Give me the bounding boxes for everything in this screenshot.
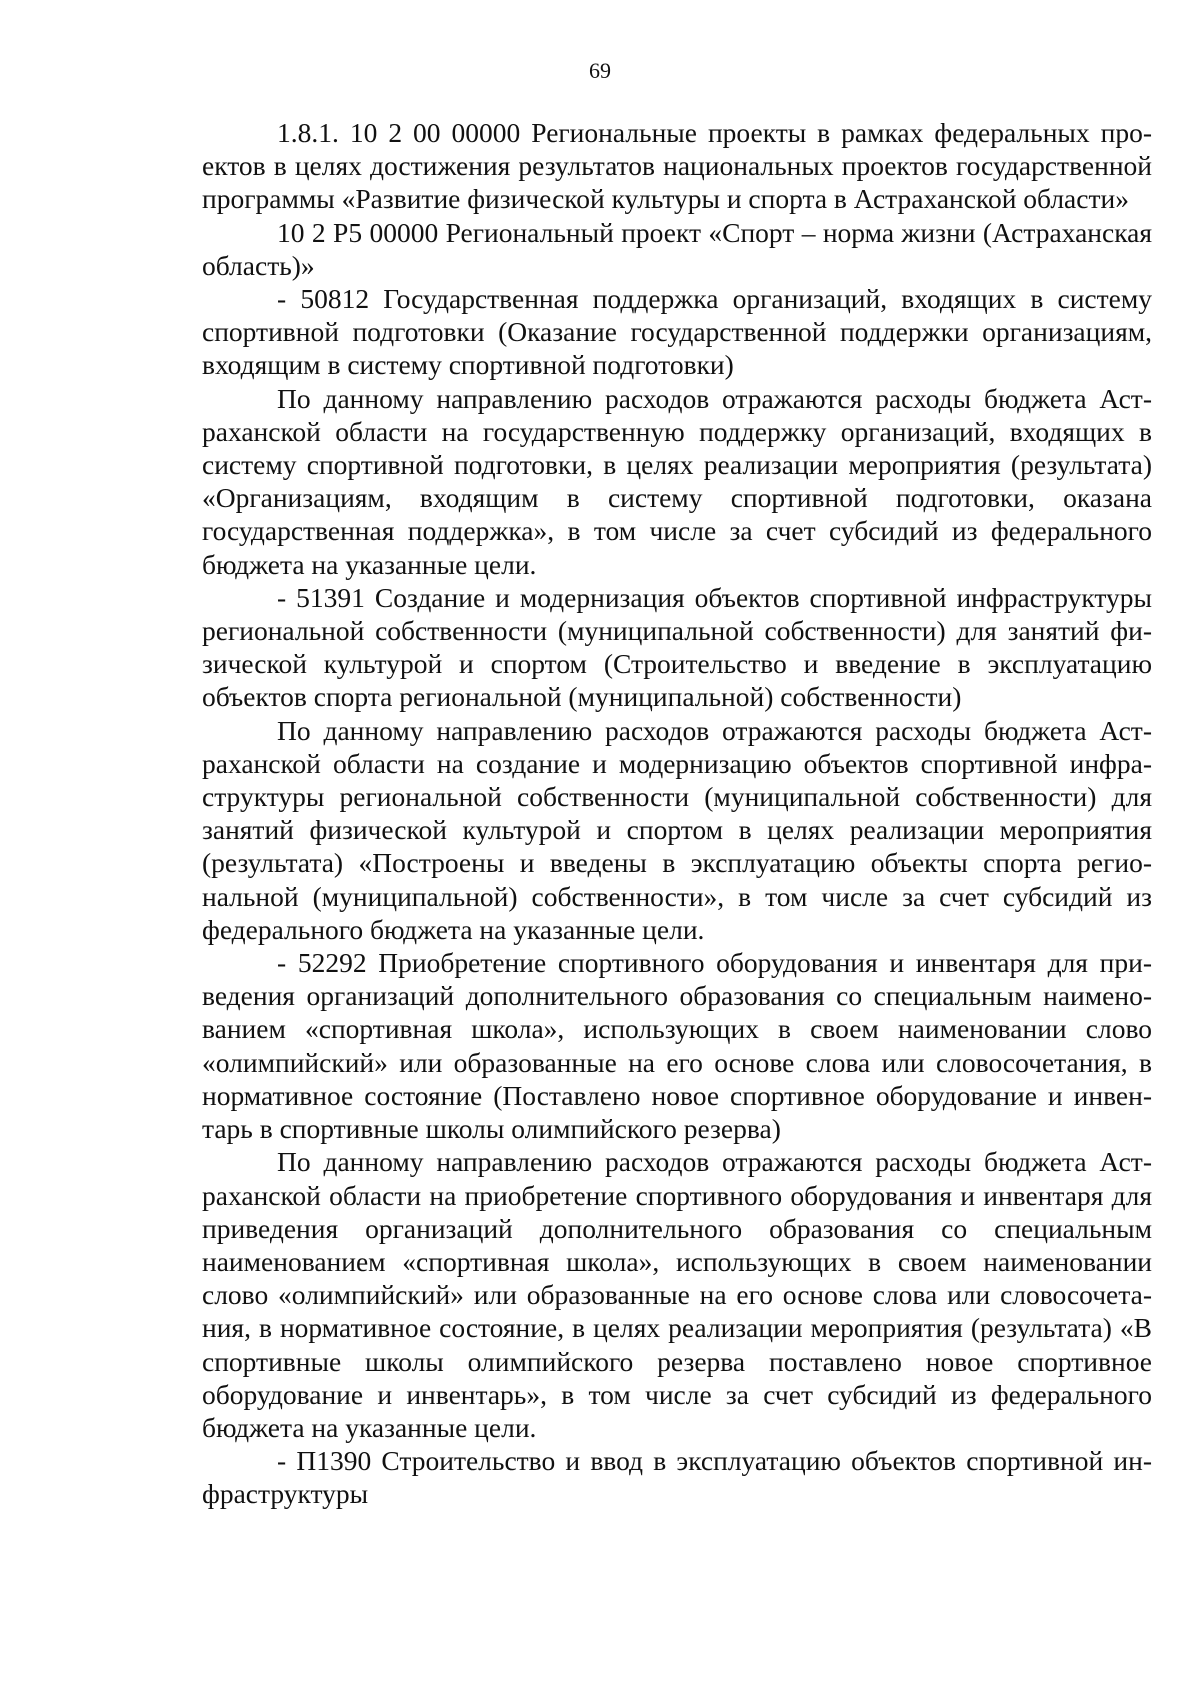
paragraph-description-51391: По данному направлению расходов отражаются расходы бюджета Астраханской области на создание и модернизацию объектов спортивной инфраструктуры региональной собственности (муниципальной собственности) для занятий физической культурой и спортом в целях реализации мероприятия (результата) «Построены и введены в эксплуатацию объекты спорта региональной (муниципальной) собственности», в том числе за счет субсидий из федерального бюджета на указанные цели. bbox=[202, 714, 1152, 945]
paragraph-regional-project: 10 2 Р5 00000 Региональный проект «Спорт – норма жизни (Астраханская область)» bbox=[202, 216, 1152, 281]
paragraph-section-heading: 1.8.1. 10 2 00 00000 Региональные проекты в рамках федеральных проектов в целях достижения результатов национальных проектов государственной программы «Развитие физической культуры и спорта в Астраханской области» bbox=[202, 117, 1152, 215]
paragraph-item-52292: - 52292 Приобретение спортивного оборудования и инвентаря для приведения организаций дополнительного образования со специальным наименованием «спортивная школа», использующих в своем наименовании слово «олимпийский» или образованные на его основе слова или словосочетания, в нормативное состояние (Поставлено новое спортивное оборудование и инвентарь в спортивные школы олимпийского резерва) bbox=[202, 947, 1152, 1145]
paragraph-item-p1390: - П1390 Строительство и ввод в эксплуатацию объектов спортивной инфраструктуры bbox=[202, 1445, 1152, 1510]
document-body bbox=[202, 116, 1152, 1511]
page-number: 69 bbox=[589, 58, 611, 83]
paragraph-item-50812: - 50812 Государственная поддержка организаций, входящих в систему спортивной подготовки (Оказание государственной поддержки организациям, входящим в систему спортивной подготовки) bbox=[202, 283, 1152, 381]
paragraph-description-52292: По данному направлению расходов отражаются расходы бюджета Астраханской области на приобретение спортивного оборудования и инвентаря для приведения организаций дополнительного образования со специальным наименованием «спортивная школа», использующих в своем наименовании слово «олимпийский» или образованные на его основе слова или словосочетания, в нормативное состояние, в целях реализации мероприятия (результата) «В спортивные школы олимпийского резерва поставлено новое спортивное оборудование и инвентарь», в том числе за счет субсидий из федерального бюджета на указанные цели. bbox=[202, 1146, 1152, 1443]
paragraph-description-50812: По данному направлению расходов отражаются расходы бюджета Астраханской области на государственную поддержку организаций, входящих в систему спортивной подготовки, в целях реализации мероприятия (результата) «Организациям, входящим в систему спортивной подготовки, оказана государственная поддержка», в том числе за счет субсидий из федерального бюджета на указанные цели. bbox=[202, 382, 1152, 580]
paragraph-item-51391: - 51391 Создание и модернизация объектов спортивной инфраструктуры региональной собственности (муниципальной собственности) для занятий физической культурой и спортом (Строительство и введение в эксплуатацию объектов спорта региональной (муниципальной) собственности) bbox=[202, 581, 1152, 713]
